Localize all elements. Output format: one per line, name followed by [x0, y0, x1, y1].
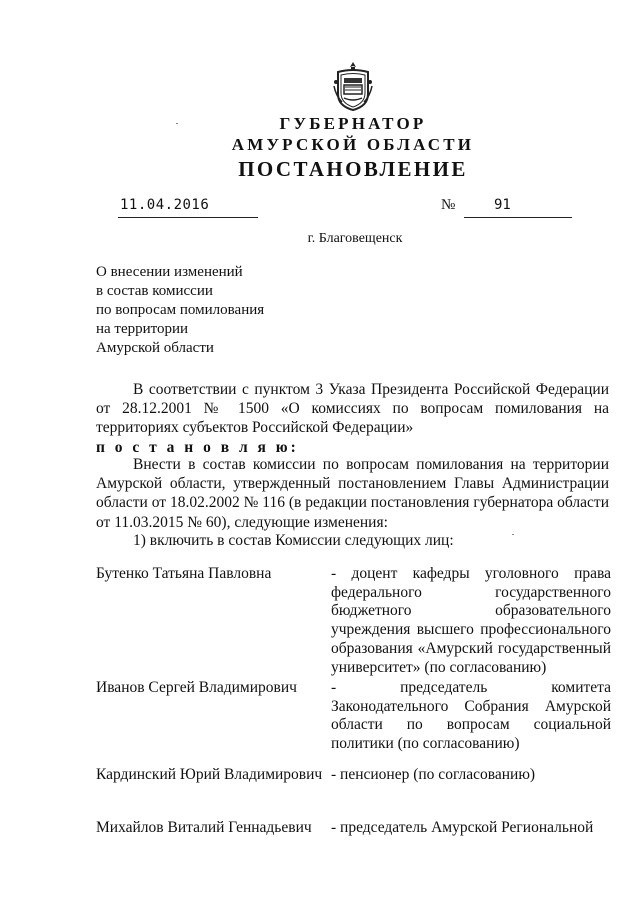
member-role: - председатель Амурской Региональной: [331, 819, 594, 836]
member-name: Бутенко Татьяна Павловна: [96, 565, 272, 582]
subject-line: на территории: [96, 321, 189, 337]
scan-speck: [176, 123, 178, 124]
date-field: [118, 197, 258, 218]
member-name: Кардинский Юрий Владимирович: [96, 766, 323, 783]
preamble-paragraph: В соответствии с пунктом 3 Указа Президента Российской Федерации от 28.12.2001 № 1500 «О комиссиях по вопросам помилования на территориях субъектов Российской Федерации»: [96, 381, 609, 437]
member-role: - пенсионер (по согласованию): [331, 766, 536, 783]
main-paragraph-block: [96, 455, 609, 532]
subject-line: Амурской области: [96, 340, 214, 356]
decree-word: п о с т а н о в л я ю:: [96, 438, 299, 456]
subject-line: О внесении изменений: [96, 264, 243, 280]
member-name: Иванов Сергей Владимирович: [96, 679, 297, 696]
subject-line: в состав комиссии: [96, 283, 213, 299]
preamble-block: [96, 380, 609, 457]
coat-of-arms-emblem: [332, 60, 374, 112]
member-role: - доцент кафедры уголовного права федерального государственного бюджетного образовательного учреждения высшего профессионального образования «Амурский государственный университет» (по согласованию): [331, 565, 611, 676]
issuer-title: ГУБЕРНАТОР: [279, 114, 427, 133]
city: г. Благовещенск: [307, 231, 403, 246]
number-label: №: [441, 197, 456, 213]
scan-speck: [512, 534, 514, 535]
main-paragraph: Внести в состав комиссии по вопросам помилования на территории Амурской области, утвержденный постановлением Главы Администрации области от 18.02.2002 № 116 (в редакции постановления губернатора области от 11.03.2015 № 60), следующие изменения:: [96, 456, 609, 531]
document-number: 91: [494, 197, 511, 213]
member-role: - председатель комитета Законодательного Собрания Амурской области по вопросам социальной политики (по согласованию): [331, 679, 611, 753]
item-1: 1) включить в состав Комиссии следующих лиц:: [133, 532, 454, 549]
subject-line: по вопросам помилования: [96, 302, 265, 318]
document-date: 11.04.2016: [120, 197, 210, 213]
member-name: Михайлов Виталий Геннадьевич: [96, 819, 312, 836]
document-subject: [96, 263, 264, 358]
region-title: АМУРСКОЙ ОБЛАСТИ: [231, 135, 475, 154]
document-type: ПОСТАНОВЛЕНИЕ: [238, 157, 468, 181]
number-field: [464, 197, 572, 218]
